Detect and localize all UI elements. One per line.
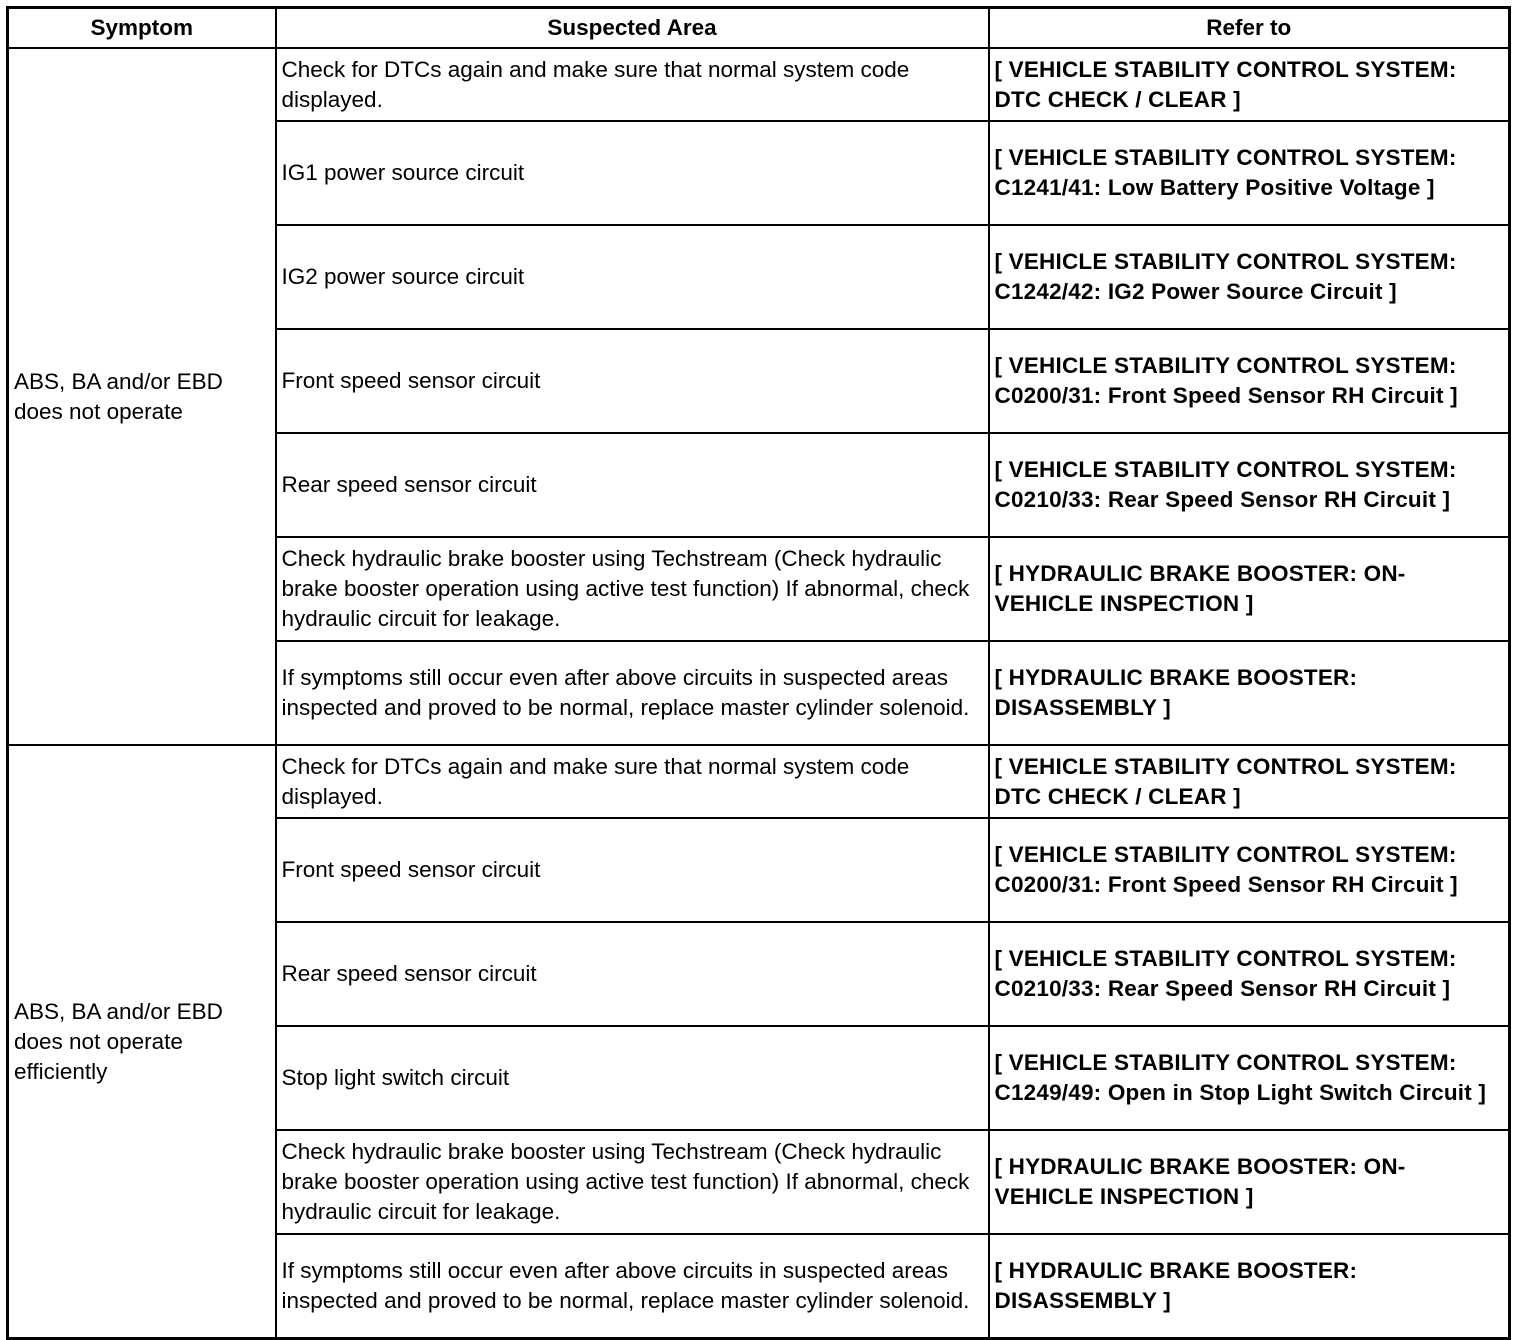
refer-to-link[interactable]: [ VEHICLE STABILITY CONTROL SYSTEM: C1249/49: Open in Stop Light Switch Circuit ] xyxy=(989,1026,1510,1130)
suspected-area-cell: Front speed sensor circuit xyxy=(276,329,989,433)
symptom-cell: ABS, BA and/or EBD does not operate xyxy=(8,48,276,745)
suspected-area-cell: If symptoms still occur even after above circuits in suspected areas inspected and proved to be normal, replace master cylinder solenoid. xyxy=(276,1234,989,1339)
refer-to-link[interactable]: [ HYDRAULIC BRAKE BOOSTER: DISASSEMBLY ] xyxy=(989,641,1510,745)
suspected-area-cell: Check hydraulic brake booster using Techstream (Check hydraulic brake booster operation using active test function) If abnormal, check hydraulic circuit for leakage. xyxy=(276,1130,989,1234)
symptom-cell: ABS, BA and/or EBD does not operate efficiently xyxy=(8,745,276,1339)
suspected-area-cell: Check for DTCs again and make sure that normal system code displayed. xyxy=(276,745,989,818)
suspected-area-cell: Stop light switch circuit xyxy=(276,1026,989,1130)
refer-to-link[interactable]: [ VEHICLE STABILITY CONTROL SYSTEM: C0210/33: Rear Speed Sensor RH Circuit ] xyxy=(989,433,1510,537)
refer-to-link[interactable]: [ VEHICLE STABILITY CONTROL SYSTEM: C0210/33: Rear Speed Sensor RH Circuit ] xyxy=(989,922,1510,1026)
suspected-area-cell: Rear speed sensor circuit xyxy=(276,433,989,537)
suspected-area-cell: Rear speed sensor circuit xyxy=(276,922,989,1026)
suspected-area-cell: If symptoms still occur even after above circuits in suspected areas inspected and proved to be normal, replace master cylinder solenoid. xyxy=(276,641,989,745)
refer-to-link[interactable]: [ VEHICLE STABILITY CONTROL SYSTEM: C0200/31: Front Speed Sensor RH Circuit ] xyxy=(989,329,1510,433)
header-refer-to: Refer to xyxy=(989,8,1510,49)
refer-to-link[interactable]: [ VEHICLE STABILITY CONTROL SYSTEM: C1242/42: IG2 Power Source Circuit ] xyxy=(989,225,1510,329)
suspected-area-cell: Check hydraulic brake booster using Techstream (Check hydraulic brake booster operation using active test function) If abnormal, check hydraulic circuit for leakage. xyxy=(276,537,989,641)
diagnosis-table xyxy=(6,6,1511,1340)
refer-to-link[interactable]: [ HYDRAULIC BRAKE BOOSTER: ON-VEHICLE INSPECTION ] xyxy=(989,537,1510,641)
suspected-area-cell: Check for DTCs again and make sure that normal system code displayed. xyxy=(276,48,989,121)
header-symptom: Symptom xyxy=(8,8,276,49)
table-header-row xyxy=(8,8,1510,49)
refer-to-link[interactable]: [ VEHICLE STABILITY CONTROL SYSTEM: C1241/41: Low Battery Positive Voltage ] xyxy=(989,121,1510,225)
table-row xyxy=(8,745,1510,818)
suspected-area-cell: IG1 power source circuit xyxy=(276,121,989,225)
table-row xyxy=(8,48,1510,121)
suspected-area-cell: Front speed sensor circuit xyxy=(276,818,989,922)
refer-to-link[interactable]: [ HYDRAULIC BRAKE BOOSTER: ON-VEHICLE INSPECTION ] xyxy=(989,1130,1510,1234)
refer-to-link[interactable]: [ HYDRAULIC BRAKE BOOSTER: DISASSEMBLY ] xyxy=(989,1234,1510,1339)
refer-to-link[interactable]: [ VEHICLE STABILITY CONTROL SYSTEM: DTC CHECK / CLEAR ] xyxy=(989,48,1510,121)
header-suspected-area: Suspected Area xyxy=(276,8,989,49)
refer-to-link[interactable]: [ VEHICLE STABILITY CONTROL SYSTEM: DTC CHECK / CLEAR ] xyxy=(989,745,1510,818)
refer-to-link[interactable]: [ VEHICLE STABILITY CONTROL SYSTEM: C0200/31: Front Speed Sensor RH Circuit ] xyxy=(989,818,1510,922)
suspected-area-cell: IG2 power source circuit xyxy=(276,225,989,329)
